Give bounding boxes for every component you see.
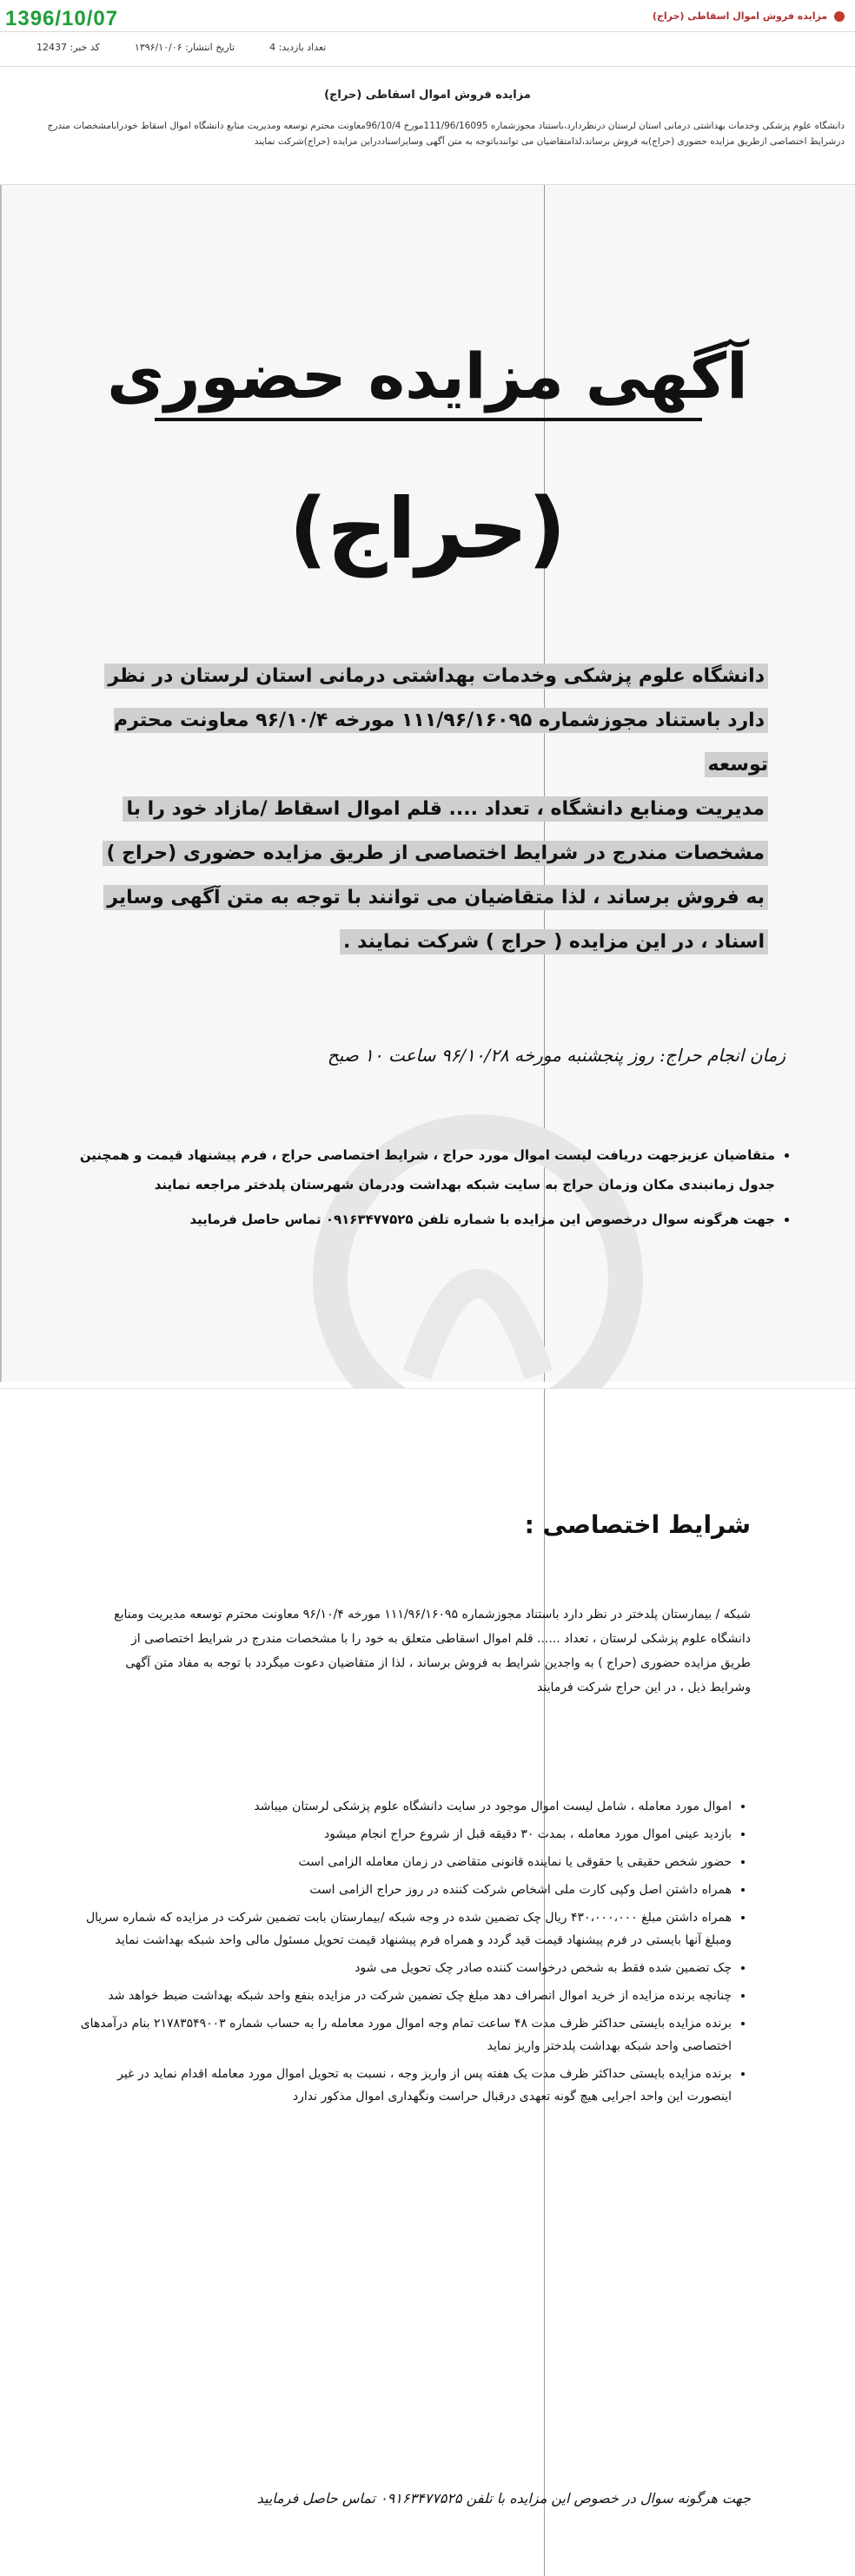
list-item: • همراه داشتن مبلغ ۴۳۰،۰۰۰،۰۰۰ ریال چک تضمین شده در وجه شبکه /بیمارستان بابت تضمین شرکت در مزایده که شماره سریال ومبلغ آنها بایستی در فرم پیشنهاد قیمت قید گردد و همراه فرم پیشنهاد قیمت تحویل مسئول مالی واحد شبکه بهداشت نماید bbox=[80, 1906, 732, 1952]
scanned-conditions-page bbox=[0, 1388, 855, 2576]
ad-line: به فروش برساند ، لذا متقاضیان می توانند با توجه به متن آگهی وسایر bbox=[73, 875, 768, 920]
ad-subtitle: (حراج) bbox=[288, 480, 567, 578]
ad-bullet-list bbox=[45, 1140, 794, 1239]
title-underline bbox=[155, 418, 702, 421]
notice-body: دانشگاه علوم پزشکی وخدمات بهداشتی درمانی استان لرستان درنظردارد،باستناد مجوزشماره 111/96/16095مورخ 96/10/4معاونت محترم توسعه ومدیریت منابع دانشگاه اموال اسقاط خودرابامشخصات مندرج درشرایط اختصاصی ازطریق مزایده حضوری (حراج)به فروش برساند،لذامتقاضیان می توانندباتوجه به متن آگهی وسایراسناددراین مزایده (حراج)شرکت نمایند bbox=[47, 121, 845, 147]
visit-count: تعداد بازدید: 4 bbox=[269, 42, 327, 53]
ad-line: دارد باستناد مجوزشماره ۱۱۱/۹۶/۱۶۰۹۵ مورخه ۹۶/۱۰/۴ معاونت محترم توسعه bbox=[114, 710, 768, 776]
stamp-date: 1396/10/07 bbox=[5, 7, 119, 30]
conditions-paragraph: شبکه / بیمارستان پلدختر در نظر دارد باستناد مجوزشماره ۱۱۱/۹۶/۱۶۰۹۵ مورخه ۹۶/۱۰/۴ معاونت محترم توسعه مدیریت ومنابع دانشگاه علوم پزشکی لرستان ، تعداد ...... قلم اموال اسقاطی متعلق به خود را با مشخصات مندرج در شرایط اختصاصی از طریق مزایده حضوری (حراج ) به واجدین شرایط به فروش برساند ، لذا از متقاضیان دعوت میگردد با توجه به مفاد متن آگهی وشرایط ذیل ، در این حراج شرکت فرمایند bbox=[114, 1608, 751, 1694]
list-item: • بازدید عینی اموال مورد معامله ، بمدت ۳۰ دقیقه قبل از شروع حراج انجام میشود bbox=[80, 1823, 732, 1846]
notice-brand[interactable] bbox=[653, 10, 845, 22]
publish-date: تاریخ انتشار: ۱۳۹۶/۱۰/۰۶ bbox=[134, 42, 235, 53]
list-item: • برنده مزایده بایستی حداکثر ظرف مدت یک هفته پس از واریز وجه ، نسبت به تحویل اموال مورد معامله اقدام نماید در غیر اینصورت این واحد اجرایی هیچ گونه تعهدی درقبال حراست ونگهداری اموال مذکور ندارد bbox=[80, 2063, 732, 2108]
ad-line: دانشگاه علوم پزشکی وخدمات بهداشتی درمانی استان لرستان در نظر bbox=[73, 654, 768, 698]
auction-time: زمان انجام حراج: روز پنجشنبه مورخه ۹۶/۱۰/۲۸ ساعت ۱۰ صبح bbox=[327, 1045, 785, 1066]
notice-title: مزایده فروش اموال اسقاطی (حراج) bbox=[324, 89, 531, 102]
list-item: • چنانچه برنده مزایده از خرید اموال انصراف دهد مبلغ چک تضمین شرکت در مزایده بنفع واحد شبکه بهداشت ضبط خواهد شد bbox=[80, 1985, 732, 2007]
list-item: • چک تضمین شده فقط به شخص درخواست کننده صادر چک تحویل می شود bbox=[80, 1957, 732, 1979]
list-item: • همراه داشتن اصل وکپی کارت ملی اشخاص شرکت کننده در روز حراج الزامی است bbox=[80, 1879, 732, 1901]
conditions-list bbox=[80, 1795, 751, 2113]
list-item: • جهت هرگونه سوال درخصوص این مزایده با شماره تلفن ۰۹۱۶۳۴۷۷۵۲۵ تماس حاصل فرمایید bbox=[45, 1205, 775, 1234]
scanned-ad-page bbox=[0, 184, 855, 1382]
list-item: • اموال مورد معامله ، شامل لیست اموال موجود در سایت دانشگاه علوم پزشکی لرستان میباشد bbox=[80, 1795, 732, 1818]
brand-logo-icon bbox=[834, 11, 845, 22]
brand-label[interactable]: مزایده فروش اموال اسقاطی (حراج) bbox=[652, 10, 828, 22]
ad-title: آگهی مزایده حضوری bbox=[107, 340, 748, 413]
meta-row bbox=[36, 42, 845, 53]
list-item: • برنده مزایده بایستی حداکثر ظرف مدت ۴۸ ساعت تمام وجه اموال مورد معامله را به حساب شماره ۲۱۷۸۳۵۴۹۰۰۳ بنام درآمدهای اختصاصی واحد شبکه بهداشت پلدختر واریز نماید bbox=[80, 2012, 732, 2057]
conditions-contact: جهت هرگونه سوال در خصوص این مزایده با تلفن ۰۹۱۶۳۴۷۷۵۲۵ تماس حاصل فرمایید bbox=[256, 2490, 751, 2507]
news-code: کد خبر: 12437 bbox=[36, 42, 100, 53]
list-item: • متقاضیان عزیزجهت دریافت لیست اموال مورد حراج ، شرایط اختصاصی حراج ، فرم پیشنهاد قیمت و همچنین جدول زمانبندی مکان وزمان حراج به سایت شبکه بهداشت ودرمان شهرستان پلدختر مراجعه نمایند bbox=[45, 1140, 775, 1199]
conditions-title: شرایط اختصاصی : bbox=[524, 1510, 751, 1539]
divider bbox=[0, 31, 855, 32]
divider bbox=[0, 66, 855, 67]
notice-header bbox=[0, 0, 855, 178]
ad-paragraph bbox=[73, 654, 768, 964]
ad-line: مشخصات مندرج در شرایط اختصاصی از طریق مزایده حضوری (حراج ) bbox=[73, 831, 768, 875]
list-item: • حضور شخص حقیقی یا حقوقی یا نماینده قانونی متقاضی در زمان معامله الزامی است bbox=[80, 1851, 732, 1873]
ad-line: مدیریت ومنابع دانشگاه ، تعداد .... قلم اموال اسقاط /مازاد خود را با bbox=[73, 787, 768, 831]
ad-line: اسناد ، در این مزایده ( حراج ) شرکت نمایند . bbox=[73, 920, 768, 964]
